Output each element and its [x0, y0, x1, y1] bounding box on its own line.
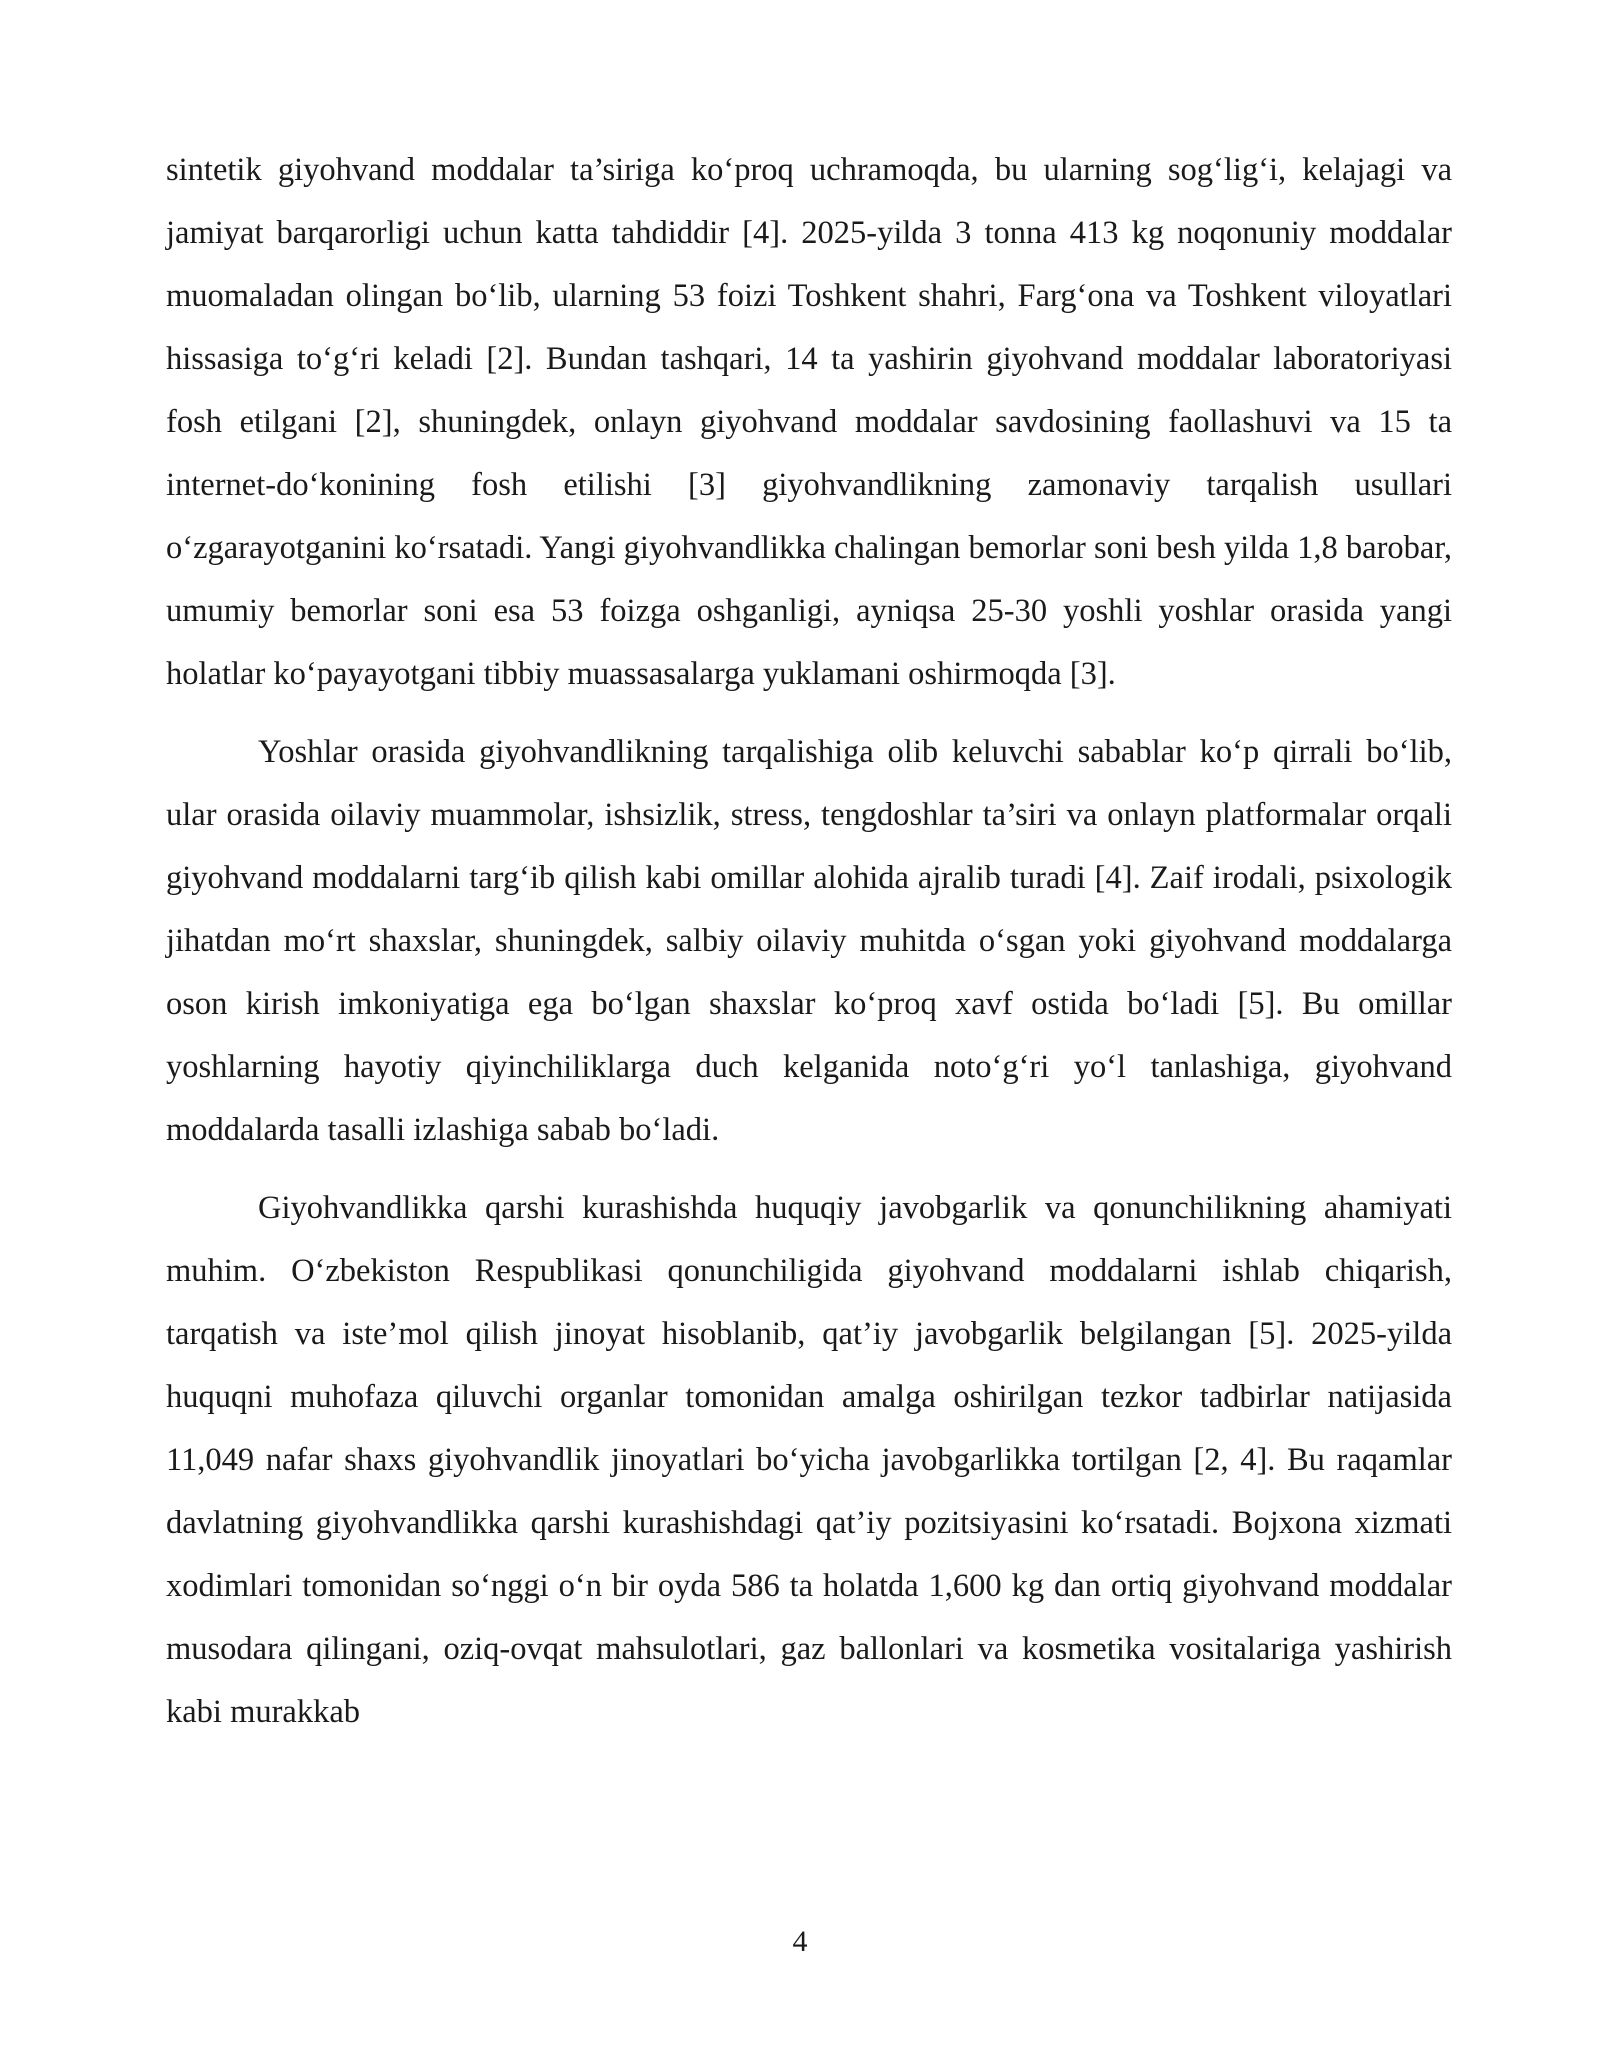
paragraph-continued: sintetik giyohvand moddalar ta’siriga ko‘proq uchramoqda, bu ularning sog‘lig‘i, kelajagi va jamiyat barqarorligi uchun katta tahdiddir [4]. 2025-yilda 3 tonna 413 kg noqonuniy moddalar muomaladan olingan bo‘lib, ularning 53 foizi Toshkent shahri, Farg‘ona va Toshkent viloyatlari hissasiga to‘g‘ri keladi [2]. Bundan tashqari, 14 ta yashirin giyohvand moddalar laboratoriyasi fosh etilgani [2], shuningdek, onlayn giyohvand moddalar savdosining faollashuvi va 15 ta internet-do‘konining fosh etilishi [3] giyohvandlikning zamonaviy tarqalish usullari o‘zgarayotganini ko‘rsatadi. Yangi giyohvandlikka chalingan bemorlar soni besh yilda 1,8 barobar, umumiy bemorlar soni esa 53 foizga oshganligi, ayniqsa 25-30 yoshli yoshlar orasida yangi holatlar ko‘payayotgani tibbiy muassasalarga yuklamani oshirmoqda [3].	[166, 152, 1452, 692]
body-text	[166, 139, 1452, 1744]
paragraph-legal-liability: Giyohvandlikka qarshi kurashishda huquqiy javobgarlik va qonunchilikning ahamiyati muhim. O‘zbekiston Respublikasi qonunchiligida giyohvand moddalarni ishlab chiqarish, tarqatish va iste’mol qilish jinoyat hisoblanib, qat’iy javobgarlik belgilangan [5]. 2025-yilda huquqni muhofaza qiluvchi organlar tomonidan amalga oshirilgan tezkor tadbirlar natijasida 11,049 nafar shaxs giyohvandlik jinoyatlari bo‘yicha javobgarlikka tortilgan [2, 4]. Bu raqamlar davlatning giyohvandlikka qarshi kurashishdagi qat’iy pozitsiyasini ko‘rsatadi. Bojxona xizmati xodimlari tomonidan so‘nggi o‘n bir oyda 586 ta holatda 1,600 kg dan ortiq giyohvand moddalar musodara qilingani, oziq-ovqat mahsulotlari, gaz ballonlari va kosmetika vositalariga yashirish kabi murakkab	[166, 1190, 1452, 1730]
page-number: 4	[792, 1925, 808, 1958]
paragraph-causes: Yoshlar orasida giyohvandlikning tarqalishiga olib keluvchi sabablar ko‘p qirrali bo‘lib, ular orasida oilaviy muammolar, ishsizlik, stress, tengdoshlar ta’siri va onlayn platformalar orqali giyohvand moddalarni targ‘ib qilish kabi omillar alohida ajralib turadi [4]. Zaif irodali, psixologik jihatdan mo‘rt shaxslar, shuningdek, salbiy oilaviy muhitda o‘sgan yoki giyohvand moddalarga oson kirish imkoniyatiga ega bo‘lgan shaxslar ko‘proq xavf ostida bo‘ladi [5]. Bu omillar yoshlarning hayotiy qiyinchiliklarga duch kelganida noto‘g‘ri yo‘l tanlashiga, giyohvand moddalarda tasalli izlashiga sabab bo‘ladi.	[166, 734, 1452, 1148]
